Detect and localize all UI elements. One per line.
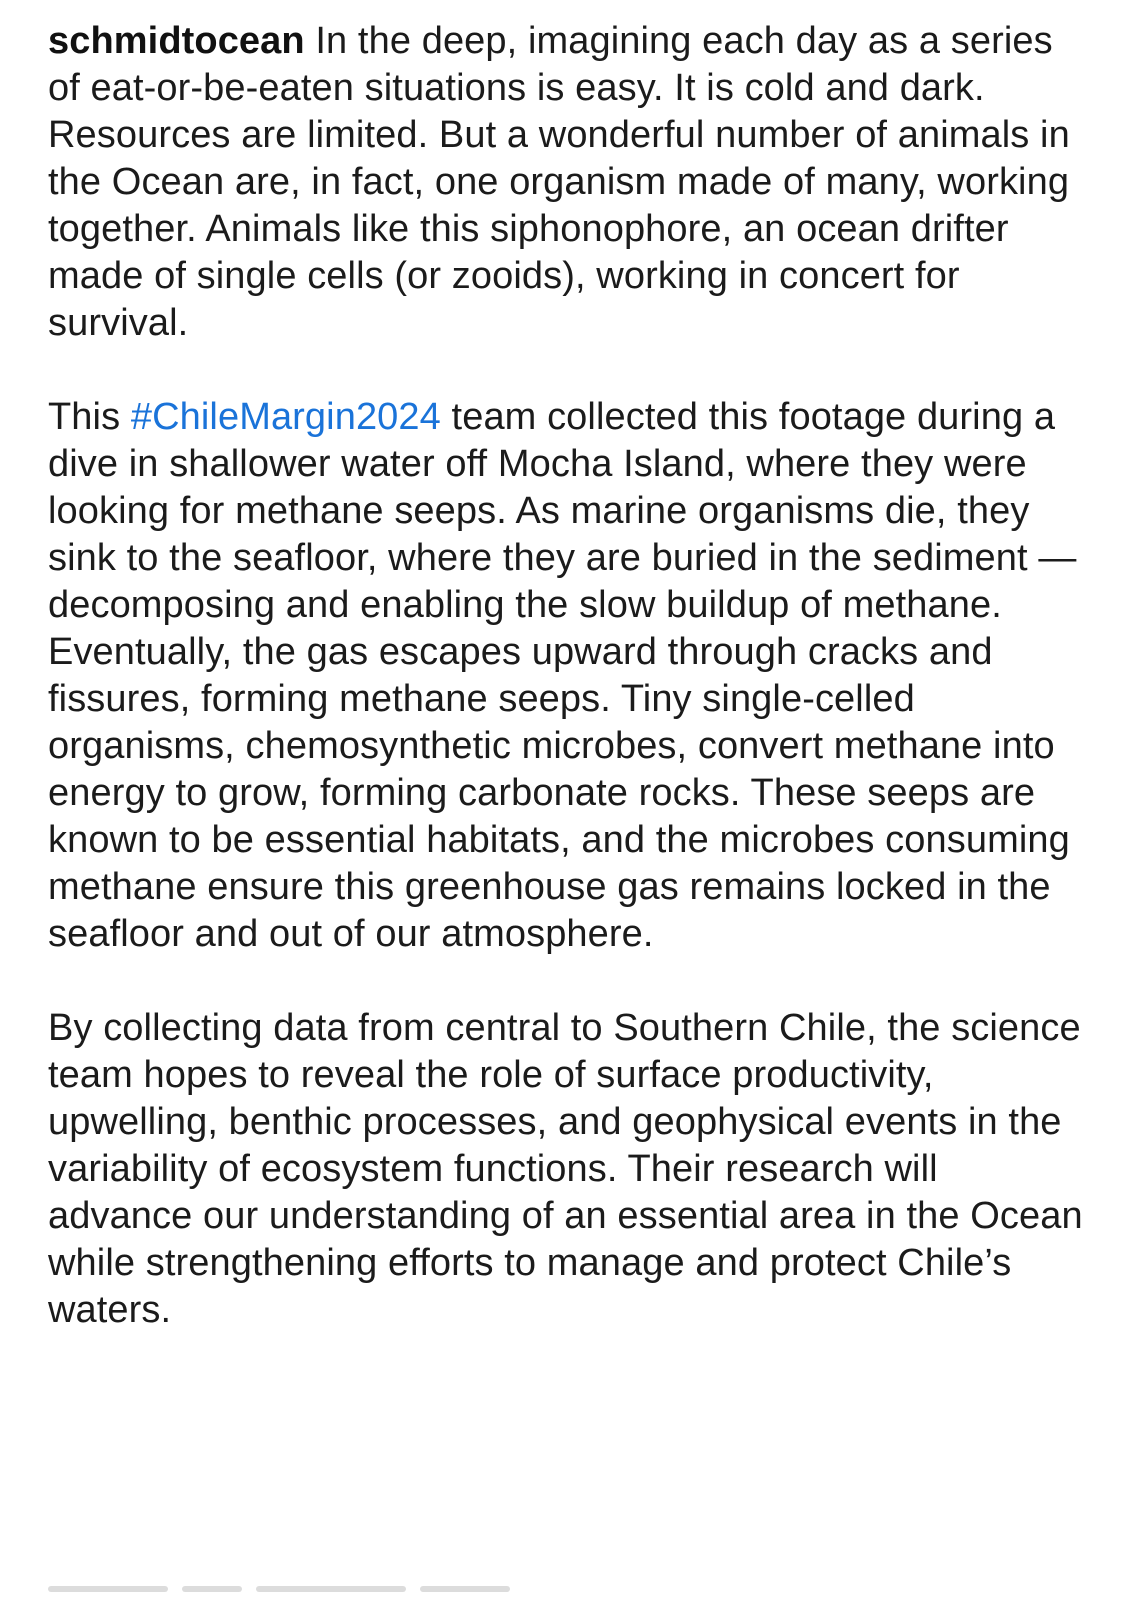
caption-text-1: In the deep, imagining each day as a series of eat-or-be-eaten situations is easy. It is cold and dark. Resources are limited. But a wonderful number of animals in the Ocean are, in fact, one organism made of many, working together. Animals like this siphonophore, an ocean drifter made of single cells (or zooids), working in concert for survival. xyxy=(48,20,1070,344)
caption-text-3: By collecting data from central to Southern Chile, the science team hopes to reveal the role of surface productivity, upwelling, benthic processes, and geophysical events in the variability of ecosystem functions. Their research will advance our understanding of an essential area in the Ocean while strengthening efforts to manage and protect Chile’s waters. xyxy=(48,1007,1083,1331)
caption-text-2a: This xyxy=(48,396,131,438)
caption-text-2b: team collected this footage during a dive in shallower water off Mocha Island, where they were looking for methane seeps. As marine organisms die, they sink to the seafloor, where they are buried in the sediment — decomposing and enabling the slow buildup of methane. Eventually, the gas escapes upward through cracks and fissures, forming methane seeps. Tiny single-celled organisms, chemosynthetic microbes, convert methane into energy to grow, forming carbonate rocks. These seeps are known to be essential habitats, and the microbes consuming methane ensure this greenhouse gas remains locked in the seafloor and out of our atmosphere. xyxy=(48,396,1077,955)
caption-paragraph-1 xyxy=(48,18,1083,347)
caption-paragraph-2 xyxy=(48,394,1083,958)
username-link[interactable]: schmidtocean xyxy=(48,20,305,62)
text-fragment xyxy=(182,1586,242,1592)
text-fragment xyxy=(420,1586,510,1592)
truncated-next-line xyxy=(48,1586,510,1592)
text-fragment xyxy=(48,1586,168,1592)
hashtag-link[interactable]: #ChileMargin2024 xyxy=(130,396,441,438)
post-caption xyxy=(48,18,1083,1334)
text-fragment xyxy=(256,1586,406,1592)
caption-paragraph-3 xyxy=(48,1005,1083,1334)
